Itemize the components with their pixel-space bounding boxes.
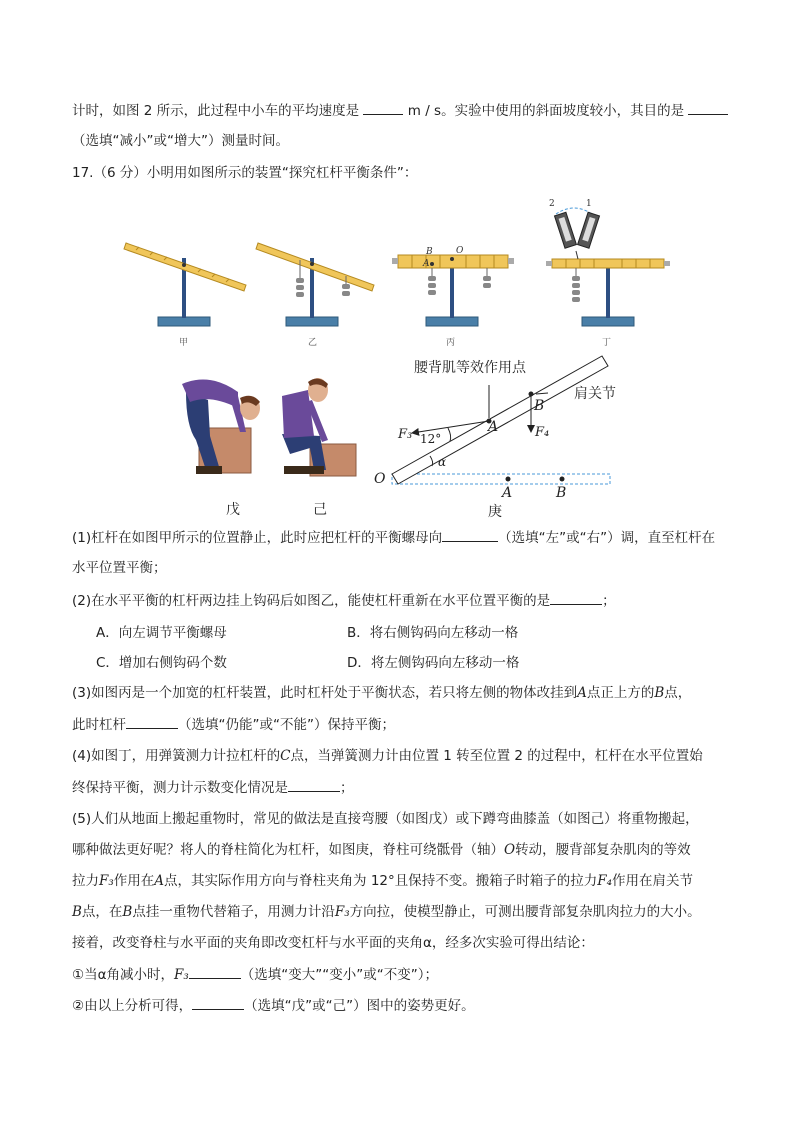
part-1-line-2: 水平位置平衡； [72, 560, 167, 576]
svg-text:F₄: F₄ [535, 425, 550, 440]
option-a[interactable]: A．向左调节平衡螺母 [96, 625, 227, 641]
option-d[interactable]: D．将左侧钩码向左移动一格 [347, 655, 520, 671]
figure-yi-lever [256, 243, 374, 326]
option-c[interactable]: C．增加右侧钩码个数 [96, 655, 227, 671]
part-3-line-2: 此时杠杆 （选填“仍能”或“不能”）保持平衡； [72, 714, 395, 735]
conclusion-1: ①当α角减小时，F₃ （选填“变大”“变小”或“不变”）； [72, 964, 438, 985]
caption-ding: 丁 [602, 338, 612, 348]
part-3-line-1: (3)如图丙是一个加宽的杠杆装置，此时杠杆处于平衡状态，若只将左侧的物体改挂到A点正上方的B点， [72, 685, 692, 701]
figure-jia-lever [124, 243, 246, 326]
part-1-line-1: (1)杠杆在如图甲所示的位置静止，此时应把杠杆的平衡螺母向 （选填“左”或“右”）调，直至杠杆在 [72, 527, 715, 548]
svg-text:肩关节: 肩关节 [574, 386, 616, 402]
caption-jia: 甲 [179, 338, 189, 348]
caption-wu: 戊 [226, 502, 240, 518]
figure-wu-bending-person [182, 380, 260, 475]
svg-text:F₃: F₃ [398, 427, 413, 442]
line-measure-time: （选填“减小”或“增大”）测量时间。 [72, 133, 289, 149]
part-4-line-1: (4)如图丁，用弹簧测力计拉杠杆的C点，当弹簧测力计由位置 1 转至位置 2 的过程中，杠杆在水平位置始 [72, 748, 703, 764]
svg-text:B: B [556, 485, 567, 501]
svg-text:12°: 12° [420, 432, 442, 446]
answer-blank-5-1[interactable] [189, 964, 241, 979]
svg-text:A: A [488, 419, 499, 435]
part-5-line-5: 接着，改变脊柱与水平面的夹角即改变杠杆与水平面的夹角α，经多次实验可得出结论： [72, 935, 594, 951]
svg-text:A: A [423, 259, 430, 269]
part-5-line-3: 拉力F₃作用在A点，其实际作用方向与脊柱夹角为 12°且保持不变。搬箱子时箱子的拉力F₄作用在肩关节 [72, 873, 694, 889]
answer-blank-3[interactable] [126, 714, 178, 729]
figure-bing-lever [392, 246, 514, 326]
svg-text:O: O [374, 471, 386, 487]
figure-ding-lever [546, 199, 670, 326]
answer-blank-4[interactable] [288, 777, 340, 792]
caption-ji: 己 [313, 502, 327, 518]
svg-text:腰背肌等效作用点: 腰背肌等效作用点 [414, 360, 526, 376]
part-5-line-4: B点，在B点挂一重物代替箱子，用测力计沿F₃方向拉，使模型静止，可测出腰背部复杂肌肉拉力的大小。 [72, 904, 701, 920]
conclusion-2: ②由以上分析可得， （选填“戊”或“己”）图中的姿势更好。 [72, 995, 475, 1016]
caption-geng: 庚 [488, 504, 502, 520]
svg-text:B: B [534, 398, 545, 414]
part-4-line-2: 终保持平衡，测力计示数变化情况是 ； [72, 777, 354, 798]
svg-text:A: A [502, 485, 513, 501]
answer-blank-5-2[interactable] [192, 995, 244, 1010]
question-17-title: 17.（6 分）小明用如图所示的装置“探究杠杆平衡条件”： [72, 165, 418, 181]
svg-text:1: 1 [586, 199, 592, 209]
svg-text:2: 2 [549, 199, 555, 209]
figure-ji-squatting-person [282, 378, 356, 476]
part-5-line-1: (5)人们从地面上搬起重物时，常见的做法是直接弯腰（如图戊）或下蹲弯曲膝盖（如图己）将重物搬起， [72, 811, 699, 827]
svg-text:B: B [426, 247, 433, 257]
option-b[interactable]: B．将右侧钩码向左移动一格 [347, 625, 519, 641]
caption-bing: 丙 [446, 338, 456, 348]
line-velocity: 计时，如图 2 所示，此过程中小车的平均速度是 m / s。实验中使用的斜面坡度较小，其目的是 [72, 100, 728, 121]
svg-text:O: O [456, 246, 464, 256]
svg-text:α: α [438, 455, 447, 469]
caption-yi: 乙 [308, 338, 318, 348]
part-2-line: (2)在水平平衡的杠杆两边挂上钩码后如图乙，能使杠杆重新在水平位置平衡的是 ； [72, 590, 616, 611]
part-5-line-2: 哪种做法更好呢？将人的脊柱简化为杠杆，如图庚，脊柱可绕骶骨（轴）O转动，腰背部复杂肌肉的等效 [72, 842, 691, 858]
answer-blank-1[interactable] [442, 527, 498, 542]
answer-blank-2[interactable] [550, 590, 602, 605]
figure-geng-spine-diagram [374, 356, 616, 501]
